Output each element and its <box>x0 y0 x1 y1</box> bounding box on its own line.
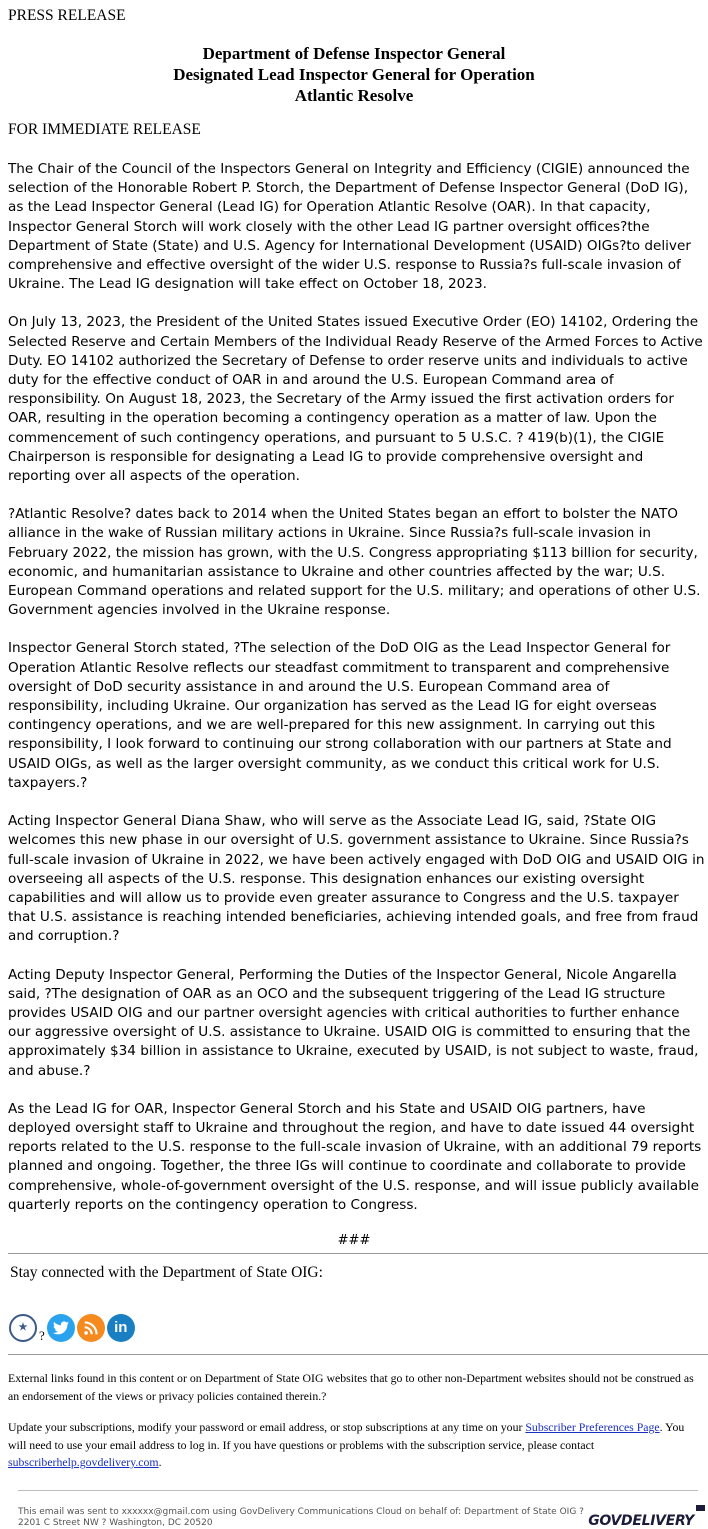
divider <box>8 1354 708 1355</box>
body-paragraph-1: The Chair of the Council of the Inspectors General on Integrity and Efficiency (CIGIE) announced the selection of the Honorable Robert P. Storch, the Department of Defense Inspector General (DoD IG), as the Lead Inspector General (Lead IG) for Operation Atlantic Resolve (OAR). In that capacity, Inspector General Storch will work closely with the other Lead IG partner oversight offices?the Department of State (State) and U.S. Agency for International Development (USAID) OIGs?to deliver comprehensive and effective oversight of the wider U.S. response to Russia?s full-scale invasion of Ukraine. The Lead IG designation will take effect on October 18, 2023. <box>8 161 691 293</box>
subscription-text-2: . You will need to use your email address to log in. If you have questions or problems with the subscription service, please contact <box>8 1420 685 1452</box>
subscription-notice <box>0 1419 708 1472</box>
subscription-text-3: . <box>158 1455 162 1470</box>
title-line-2: Designated Lead Inspector General for Operation <box>173 65 535 84</box>
footer-line-1: This email was sent to xxxxxx@gmail.com using GovDelivery Communications Cloud on behalf of: Department of State OIG ? <box>18 1506 584 1517</box>
subscription-text-1: Update your subscriptions, modify your password or email address, or stop subscriptions at any time on your <box>8 1420 526 1435</box>
title-line-1: Department of Defense Inspector General <box>202 44 506 63</box>
title-line-3: Atlantic Resolve <box>294 86 414 105</box>
page-title <box>0 43 708 106</box>
body-paragraph-5: Acting Inspector General Diana Shaw, who will serve as the Associate Lead IG, said, ?State OIG welcomes this new phase in our oversight of U.S. government assistance to Ukraine. Since Russia?s full-scale invasion of Ukraine in 2022, we have been actively engaged with DoD OIG and USAID OIG in overseeing all aspects of the U.S. response. This designation enhances our existing oversight capabilities and will allow us to provide even greater assurance to Congress and the U.S. taxpayer that U.S. assistance is reaching intended beneficiaries, achieving intended goals, and free from fraud and corruption.? <box>8 813 705 945</box>
footer-line-2: 2201 C Street NW ? Washington, DC 20520 <box>18 1517 213 1528</box>
immediate-release-label: FOR IMMEDIATE RELEASE <box>8 121 201 138</box>
social-icons <box>0 1289 708 1342</box>
body-paragraph-7: As the Lead IG for OAR, Inspector General Storch and his State and USAID OIG partners, have deployed oversight staff to Ukraine and throughout the region, and have to date issued 44 oversight reports related to the U.S. response to the full-scale invasion of Ukraine, with an additional 79 reports planned and ongoing. Together, the three IGs will continue to coordinate and collaborate to provide comprehensive, whole-of-government oversight of the U.S. response, and will issue publicly available quarterly reports on the contingency operation to Congress. <box>8 1100 702 1213</box>
envelope-icon <box>696 1505 705 1511</box>
rss-icon[interactable] <box>77 1314 105 1342</box>
footer-text <box>18 1507 584 1529</box>
state-seal-icon[interactable]: ★ <box>9 1314 37 1342</box>
icon-separator: ? <box>39 1327 45 1343</box>
body-paragraph-2: On July 13, 2023, the President of the United States issued Executive Order (EO) 14102, Ordering the Selected Reserve and Certain Members of the Individual Ready Reserve of the Armed Forces to Active Duty. EO 14102 authorized the Secretary of Defense to order reserve units and individuals to active duty for the effective conduct of OAR in and around the U.S. European Command area of responsibility. On August 18, 2023, the Secretary of the Army issued the first activation orders for OAR, resulting in the operation becoming a contingency operation as a matter of law. Upon the commencement of such contingency operations, and pursuant to 5 U.S.C. ? 419(b)(1), the CIGIE Chairperson is responsible for designating a Lead IG to provide comprehensive oversight and reporting over all aspects of the operation. <box>8 314 703 485</box>
email-footer <box>0 1491 708 1529</box>
external-links-disclaimer: External links found in this content or on Department of State OIG websites that go to other non-Department websites should not be construed as an endorsement of the views or privacy policies contained therein.? <box>8 1370 694 1403</box>
body-paragraph-4: Inspector General Storch stated, ?The selection of the DoD OIG as the Lead Inspector General for Operation Atlantic Resolve reflects our steadfast commitment to transparent and comprehensive oversight of DoD security assistance in and around the U.S. European Command area of responsibility, including Ukraine. Our organization has served as the Lead IG for eight overseas contingency operations, and we are well-prepared for this new assignment. In carrying out this responsibility, I look forward to continuing our strong collaboration with our partners at State and USAID OIGs, as well as the larger oversight community, as we conduct this critical work for U.S. taxpayers.? <box>8 640 672 791</box>
press-release-label: PRESS RELEASE <box>8 7 126 24</box>
linkedin-icon[interactable]: in <box>107 1314 135 1342</box>
body-paragraph-6: Acting Deputy Inspector General, Performing the Duties of the Inspector General, Nicole Angarella said, ?The designation of OAR as an OCO and the subsequent triggering of the Lead IG structure provides USAID OIG and our partner oversight agencies with critical authorities to further enhance our aggressive oversight of U.S. assistance to Ukraine. USAID OIG is committed to ensuring that the approximately $34 billion in assistance to Ukraine, executed by USAID, is not subject to waste, fraud, and abuse.? <box>8 966 699 1079</box>
subscriber-preferences-link[interactable]: Subscriber Preferences Page <box>525 1420 660 1435</box>
twitter-icon[interactable] <box>47 1314 75 1342</box>
govdelivery-wordmark: GOVDELIVERY <box>588 1512 694 1529</box>
subscriber-help-link[interactable]: subscriberhelp.govdelivery.com <box>8 1455 159 1470</box>
stay-connected-heading: Stay connected with the Department of State OIG: <box>10 1263 323 1281</box>
end-marker: ### <box>337 1232 371 1248</box>
body-paragraph-3: ?Atlantic Resolve? dates back to 2014 when the United States began an effort to bolster the NATO alliance in the wake of Russian military actions in Ukraine. Since Russia?s full-scale invasion in February 2022, the mission has grown, with the U.S. Congress appropriating $113 billion for security, economic, and humanitarian assistance to Ukraine and other countries affected by the war; U.S. European Command operations and related support for the U.S. military; and operations of other U.S. Government agencies involved in the Ukraine response. <box>8 506 701 619</box>
govdelivery-logo[interactable] <box>588 1513 694 1529</box>
